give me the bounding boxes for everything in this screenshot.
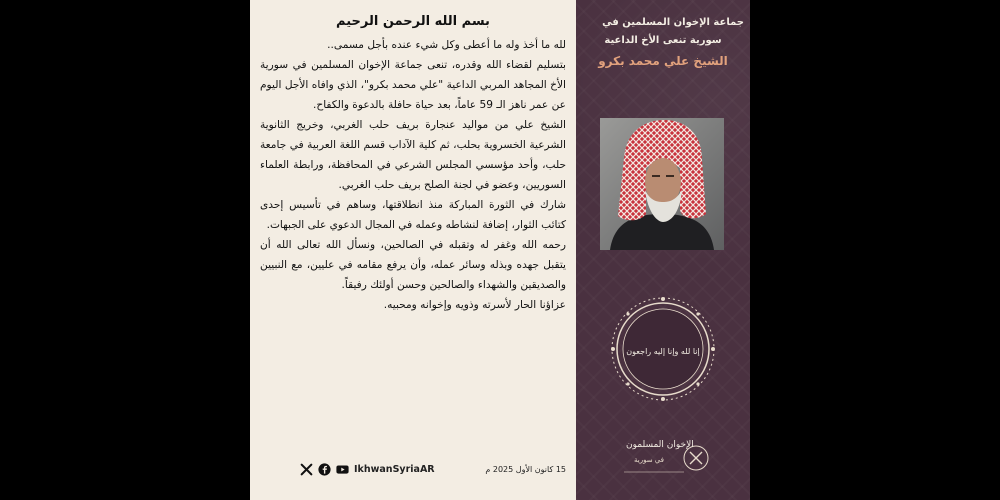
youtube-icon[interactable] (336, 463, 349, 476)
organization-logo (614, 432, 714, 484)
publish-date: 15 كانون الأول 2025 م (485, 465, 566, 474)
obituary-content (250, 0, 576, 500)
body-paragraph: شارك في الثورة المباركة منذ انطلاقتها، وساهم في تأسيس إحدى كتائب الثوار، إضافة لنشاطه وعمله في المجال الدعوي على الجبهات. (260, 199, 566, 231)
facebook-icon[interactable] (318, 463, 331, 476)
footer (260, 463, 566, 476)
announcer-line-1: جماعة الإخوان المسلمين في (602, 17, 744, 28)
body-paragraph: لله ما أخذ وله ما أعطى وكل شيء عنده بأجل مسمى.. (327, 39, 566, 51)
x-icon[interactable] (300, 463, 313, 476)
body-paragraph: رحمه الله وغفر له وتقبله في الصالحين، ونسأل الله تعالى الله أن يتقبل جهده وبذله وسائر عمله، وأن يرفع مقامه في عليين، مع النبيين والصديقين والشهداء والصالحين وحسن أولئك رفيقاً. (260, 239, 566, 291)
logo-text: الإخوان المسلمون (626, 440, 694, 450)
deceased-name: الشيخ علي محمد بكرو (598, 54, 728, 68)
body-paragraph: عزاؤنا الحار لأسرته وذويه وإخوانه ومحبيه. (383, 299, 566, 311)
sidebar-header (582, 14, 744, 68)
medallion-text: إنا لله وإنا إليه راجعون (626, 347, 700, 356)
announcer-line-2: سورية تنعى الأخ الداعية (604, 35, 722, 46)
portrait-photo (600, 118, 724, 250)
condolence-calligraphy-medallion (610, 296, 716, 402)
body-paragraph: الشيخ علي من مواليد عنجارة بريف حلب الغربي، وخريج الثانوية الشرعية الخسروية بحلب، ثم كلية الآداب قسم اللغة العربية في جامعة حلب، وأحد مؤسسي المجلس الشرعي في المحافظة، ورابطة العلماء السوريين، وعضو في لجنة الصلح بريف حلب الغربي. (260, 119, 566, 191)
obituary-card (250, 0, 750, 500)
logo-subtext: في سورية (634, 456, 664, 464)
body-paragraph: بتسليم لقضاء الله وقدره، تنعى جماعة الإخوان المسلمين في سورية الأخ المجاهد المربي الداعية "علي محمد بكرو"، الذي وافاه الأجل اليوم عن عمر ناهز الـ 59 عاماً، بعد حياة حافلة بالدعوة والكفاح. (260, 59, 566, 111)
obituary-body (260, 35, 566, 315)
social-links (300, 463, 435, 476)
social-handle[interactable]: IkhwanSyriaAR (354, 464, 435, 475)
sidebar-panel (576, 0, 750, 500)
basmala-heading: بسم الله الرحمن الرحيم (336, 14, 490, 29)
